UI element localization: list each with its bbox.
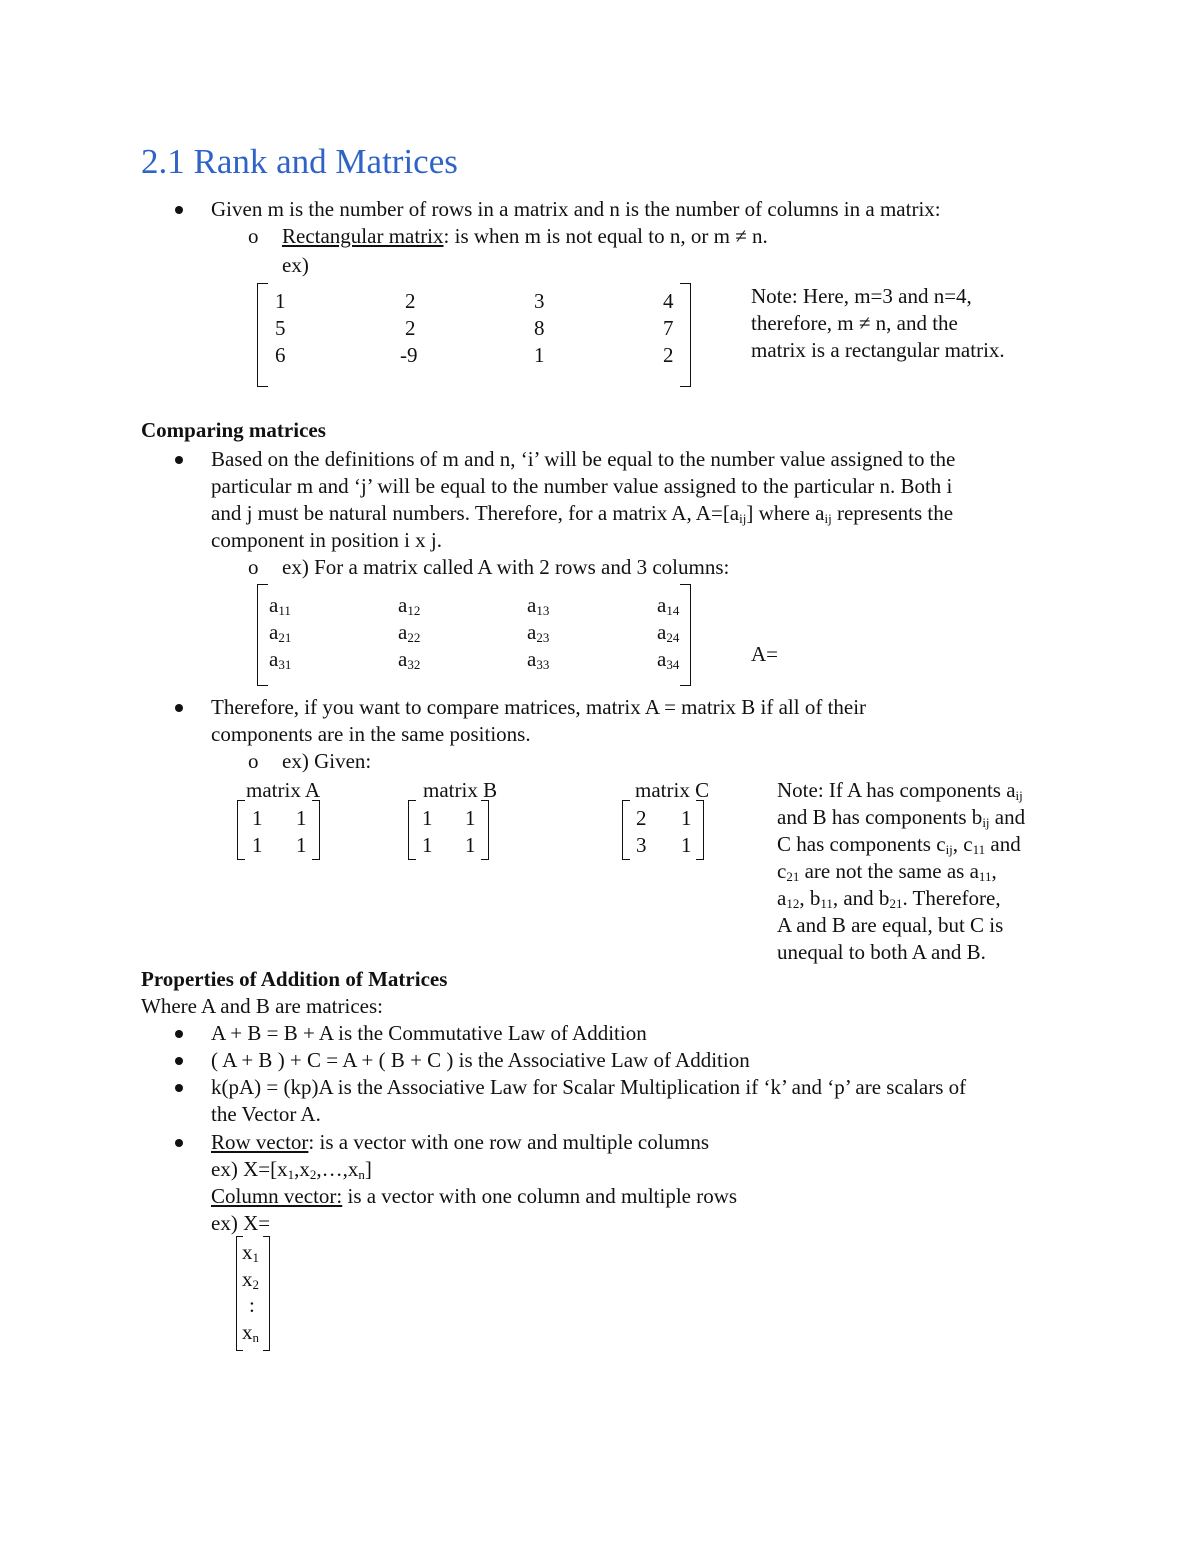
subscript: 1 — [287, 1167, 295, 1182]
text-part: C has components c — [777, 832, 946, 856]
intro-text: Given m is the number of rows in a matrix and n is the number of columns in a matrix: — [211, 197, 941, 221]
cell-base: a — [657, 620, 667, 644]
subscript: ij — [739, 511, 747, 526]
matC-cell: 2 — [636, 806, 647, 830]
column-vector-example: ex) X= — [211, 1211, 271, 1235]
note-line — [777, 831, 1025, 858]
matA-cell: 1 — [296, 833, 307, 857]
comparing-heading: Comparing matrices — [141, 418, 326, 442]
matrix2-right-bracket — [680, 584, 691, 686]
row-vector-example — [211, 1156, 372, 1183]
matrix2-cell — [398, 646, 420, 673]
column-vector-term: Column vector: — [211, 1184, 343, 1208]
colvec-right-bracket — [263, 1236, 270, 1351]
text-part: , b — [799, 886, 821, 910]
subscript: ij — [982, 815, 990, 830]
matrix2-left-bracket — [257, 584, 268, 686]
matB-right-bracket — [481, 800, 489, 860]
addition-associative: ( A + B ) + C = A + ( B + C ) is the Associative Law of Addition — [211, 1048, 750, 1072]
note-rectangular — [751, 283, 1005, 364]
text-part: represents the — [831, 501, 954, 525]
matA-cell: 1 — [252, 806, 263, 830]
addition-scalar-cont: the Vector A. — [211, 1102, 321, 1126]
matrix1-cell: -9 — [400, 343, 418, 367]
matrix1-cell: 1 — [534, 343, 545, 367]
note-line — [777, 858, 1025, 885]
sub-bullet: o — [248, 224, 259, 248]
text-part: c — [777, 859, 787, 883]
page-title: 2.1 Rank and Matrices — [141, 142, 458, 181]
note-line — [777, 804, 1025, 831]
subscript: 33 — [536, 657, 550, 672]
comparing-text: particular m and ‘j’ will be equal to the number value assigned to the particular n. Both i — [211, 474, 953, 498]
matrix2-cell — [269, 592, 291, 619]
matrix1-cell: 5 — [275, 316, 286, 340]
rectangular-def: : is when m is not equal to n, or m ≠ n. — [443, 224, 768, 248]
comparing-text: components are in the same positions. — [211, 722, 531, 746]
addition-commutative: A + B = B + A is the Commutative Law of Addition — [211, 1021, 647, 1045]
text-part: and j must be natural numbers. Therefore, for a matrix A, A=[a — [211, 501, 740, 525]
matrix1-cell: 2 — [405, 316, 416, 340]
a-equals: A= — [751, 642, 779, 666]
matrix2-cell — [269, 619, 291, 646]
text-part: and B has components b — [777, 805, 983, 829]
note-comparing — [777, 777, 1025, 966]
cell-base: a — [657, 647, 667, 671]
row-vector-def: : is a vector with one row and multiple columns — [308, 1130, 710, 1154]
subscript: 32 — [407, 657, 421, 672]
cell-base: : — [249, 1293, 255, 1317]
cell-base: a — [269, 647, 279, 671]
bullet-dot — [175, 1030, 183, 1038]
ex-label: ex) — [282, 253, 309, 277]
colvec-cell — [242, 1266, 259, 1293]
matrix1-cell: 6 — [275, 343, 286, 367]
rectangular-definition — [282, 223, 768, 250]
subscript: 12 — [407, 603, 421, 618]
subscript: 12 — [786, 896, 800, 911]
bullet-dot — [175, 1084, 183, 1092]
cell-base: a — [269, 620, 279, 644]
column-vector-definition — [211, 1183, 737, 1210]
comparing-text: Therefore, if you want to compare matrices, matrix A = matrix B if all of their — [211, 695, 867, 719]
text-part: ,x — [294, 1157, 310, 1181]
cell-base: a — [527, 593, 537, 617]
cell-base: a — [269, 593, 279, 617]
cell-base: x — [242, 1267, 253, 1291]
subscript: 11 — [972, 842, 986, 857]
subscript: 34 — [666, 657, 680, 672]
subscript: 31 — [278, 657, 292, 672]
subscript: 22 — [407, 630, 421, 645]
matrix-a-label: matrix A — [246, 778, 321, 802]
matA-left-bracket — [237, 800, 245, 860]
note-line: unequal to both A and B. — [777, 940, 986, 964]
text-part: . Therefore, — [902, 886, 1001, 910]
subscript: ij — [945, 842, 953, 857]
matrix2-cell — [398, 619, 420, 646]
bullet-dot — [175, 456, 183, 464]
matrix2-cell — [657, 646, 679, 673]
bullet-dot — [175, 704, 183, 712]
matrix2-cell — [527, 592, 549, 619]
matC-cell: 1 — [681, 806, 692, 830]
subscript: 21 — [786, 869, 800, 884]
matA-cell: 1 — [252, 833, 263, 857]
cell-base: a — [398, 647, 408, 671]
matrix2-cell — [527, 646, 549, 673]
subscript: 11 — [820, 896, 833, 911]
bullet-dot — [175, 1139, 183, 1147]
bullet-dot — [175, 1057, 183, 1065]
cell-base: a — [527, 620, 537, 644]
text-part: and — [989, 805, 1026, 829]
matB-cell: 1 — [422, 806, 433, 830]
cell-base: x — [242, 1240, 253, 1264]
subscript: 2 — [309, 1167, 317, 1182]
note-line — [777, 777, 1025, 804]
comparing-text — [211, 500, 953, 527]
cell-base: x — [242, 1320, 253, 1344]
addition-where: Where A and B are matrices: — [141, 994, 383, 1018]
cell-base: a — [657, 593, 667, 617]
cell-base: a — [398, 620, 408, 644]
matrix2-cell — [527, 619, 549, 646]
text-part: a — [777, 886, 787, 910]
matrix1-cell: 4 — [663, 289, 674, 313]
comparing-text: Based on the definitions of m and n, ‘i’ will be equal to the number value assigned to the — [211, 447, 956, 471]
subscript: n — [252, 1330, 259, 1345]
matrix2-cell — [269, 646, 291, 673]
text-part: are not the same as a — [799, 859, 979, 883]
text-part: Note: If A has components a — [777, 778, 1016, 802]
note-line: therefore, m ≠ n, and the — [751, 311, 958, 335]
matB-cell: 1 — [465, 833, 476, 857]
matB-cell: 1 — [465, 806, 476, 830]
text-part: and — [985, 832, 1021, 856]
ex-text: ex) Given: — [282, 749, 372, 773]
matA-cell: 1 — [296, 806, 307, 830]
subscript: 24 — [666, 630, 680, 645]
subscript: 14 — [666, 603, 680, 618]
row-vector-definition — [211, 1129, 709, 1156]
matrix2-cell — [398, 592, 420, 619]
addition-heading: Properties of Addition of Matrices — [141, 967, 448, 991]
column-vector-def: is a vector with one column and multiple rows — [342, 1184, 738, 1208]
matC-cell: 3 — [636, 833, 647, 857]
colvec-cell — [249, 1292, 255, 1319]
matrix1-cell: 2 — [663, 343, 674, 367]
text-part: , — [991, 859, 997, 883]
matC-right-bracket — [696, 800, 704, 860]
colvec-cell — [242, 1239, 259, 1266]
cell-base: a — [527, 647, 537, 671]
matrix-c-label: matrix C — [635, 778, 710, 802]
matrix1-cell: 7 — [663, 316, 674, 340]
matC-cell: 1 — [681, 833, 692, 857]
text-part: , c — [952, 832, 973, 856]
matrix-b-label: matrix B — [423, 778, 498, 802]
matrix1-cell: 1 — [275, 289, 286, 313]
subscript: n — [358, 1167, 365, 1182]
matrix2-cell — [657, 592, 679, 619]
bullet-dot — [175, 206, 183, 214]
subscript: 21 — [278, 630, 292, 645]
matC-left-bracket — [622, 800, 630, 860]
row-vector-term: Row vector — [211, 1130, 309, 1154]
subscript: 1 — [252, 1250, 259, 1265]
subscript: 23 — [536, 630, 550, 645]
matrix1-cell: 8 — [534, 316, 545, 340]
addition-scalar: k(pA) = (kp)A is the Associative Law for Scalar Multiplication if ‘k’ and ‘p’ are scalars of — [211, 1075, 967, 1099]
matB-left-bracket — [408, 800, 416, 860]
text-part: ] where a — [746, 501, 825, 525]
matB-cell: 1 — [422, 833, 433, 857]
colvec-cell — [242, 1319, 259, 1346]
subscript: 21 — [889, 896, 903, 911]
sub-bullet: o — [248, 555, 259, 579]
matrix1-cell: 2 — [405, 289, 416, 313]
sub-bullet: o — [248, 749, 259, 773]
matA-right-bracket — [312, 800, 320, 860]
note-line — [777, 885, 1025, 912]
subscript: 13 — [536, 603, 550, 618]
cell-base: a — [398, 593, 408, 617]
text-part: ] — [364, 1157, 372, 1181]
ex-text: ex) For a matrix called A with 2 rows and 3 columns: — [282, 555, 730, 579]
subscript: ij — [1015, 788, 1023, 803]
subscript: 11 — [278, 603, 291, 618]
note-line: Note: Here, m=3 and n=4, — [751, 284, 972, 308]
matrix2-cell — [657, 619, 679, 646]
text-part: ,…,x — [316, 1157, 359, 1181]
comparing-text: component in position i x j. — [211, 528, 442, 552]
subscript: 2 — [252, 1277, 259, 1292]
text-part: ex) X=[x — [211, 1157, 288, 1181]
note-line: A and B are equal, but C is — [777, 913, 1004, 937]
text-part: , and b — [832, 886, 890, 910]
subscript: 11 — [978, 869, 992, 884]
matrix1-cell: 3 — [534, 289, 545, 313]
rectangular-term: Rectangular matrix — [282, 224, 444, 248]
matrix1-left-bracket — [257, 283, 268, 387]
note-line: matrix is a rectangular matrix. — [751, 338, 1005, 362]
matrix1-right-bracket — [680, 283, 691, 387]
subscript: ij — [824, 511, 832, 526]
